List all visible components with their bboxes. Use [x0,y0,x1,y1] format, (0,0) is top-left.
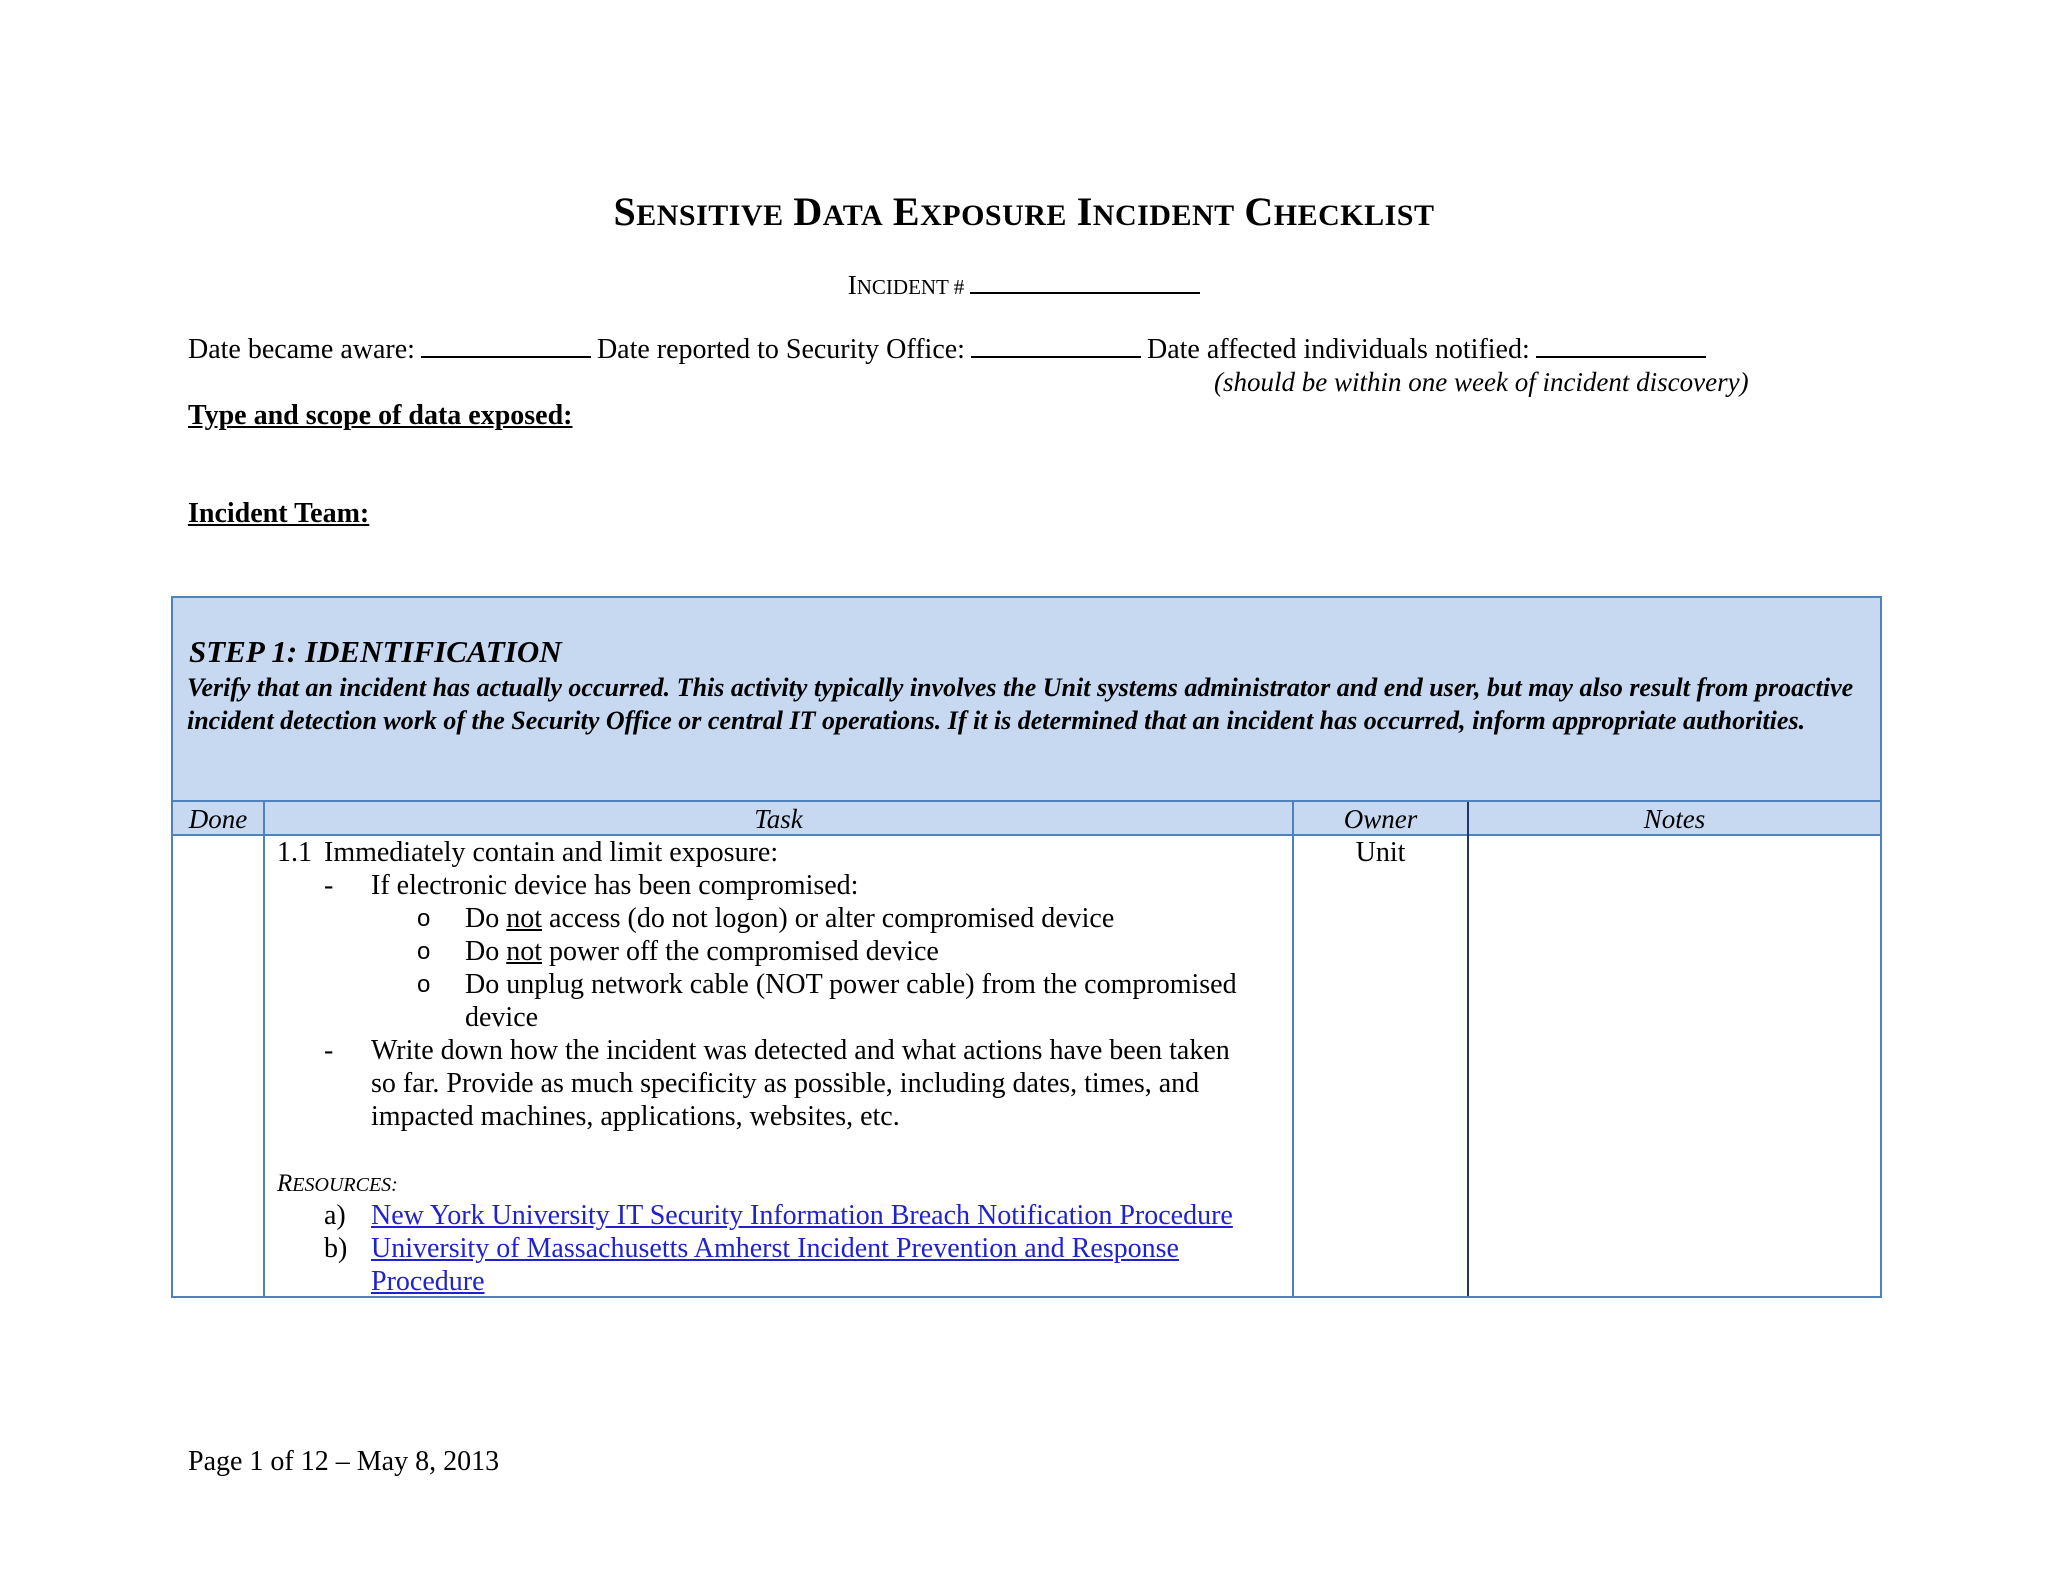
bullet-text: Do not power off the compromised device [465,936,939,967]
title-word: HECKLIST [1273,199,1435,232]
task-cell [265,836,1293,1298]
bullet-marker: o [417,905,431,932]
date-aware-label: Date became aware: [188,334,415,365]
date-reported-label: Date reported to Security Office: [596,334,965,365]
date-aware-field[interactable] [421,336,591,358]
list-item [265,869,1293,902]
title-word: NCIDENT [1092,199,1235,232]
dash-marker: - [324,1035,334,1066]
sub-item-text: If electronic device has been compromised: [371,870,859,901]
dash-marker: - [324,870,334,901]
sub-item-text: so far. Provide as much specificity as possible, including dates, times, and [371,1068,1200,1099]
step-title: STEP 1: IDENTIFICATION [189,634,562,669]
task-number: 1.1 [277,837,312,868]
resources-initial: R [277,1170,293,1197]
document-title [0,188,2048,235]
bullet-text: Do unplug network cable (NOT power cable) from the compromised [465,969,1237,1000]
title-word: ATA [822,199,884,232]
date-notified-field[interactable] [1536,336,1706,358]
bullet-marker: o [417,971,431,998]
incident-label: NCIDENT # [856,275,965,299]
title-initial: C [1244,189,1274,234]
title-word: XPOSURE [920,199,1067,232]
umass-procedure-link[interactable]: University of Massachusetts Amherst Incident Prevention and Response [371,1233,1179,1264]
column-divider [1467,802,1469,1296]
title-initial: S [613,189,637,234]
incident-number-field[interactable] [970,272,1200,294]
spacer [265,1133,1293,1166]
title-initial: D [793,189,823,234]
bullet-text: device [465,1002,539,1033]
nyu-procedure-link[interactable]: New York University IT Security Information Breach Notification Procedure [371,1200,1233,1231]
dates-line [188,334,1712,366]
task-heading-line [265,836,1293,869]
resources-heading [265,1166,1293,1199]
incident-label-initial: I [847,270,857,300]
list-item-continuation [265,1001,1293,1034]
title-initial: I [1076,189,1093,234]
step-description: Verify that an incident has actually occurred. This activity typically involves the Unit systems administrator and end user, but may also result from proactive incident detection work of the Security Office or central IT operations. If it is determined that an incident has occurred, inform appropriate authorities. [187,673,1854,735]
sub-item-text: impacted machines, applications, websites, etc. [371,1101,900,1132]
resource-item-continuation [265,1265,1293,1298]
table-header-row [173,802,1880,836]
data-scope-label: Type and scope of data exposed: [188,400,573,431]
date-reported-field[interactable] [971,336,1141,358]
incident-number-line [0,270,2048,301]
title-word: ENSITIVE [636,199,784,232]
resources-label: ESOURCES: [292,1174,398,1196]
bullet-text: Do not access (do not logon) or alter compromised device [465,903,1115,934]
resource-marker: a) [324,1200,346,1231]
title-initial: E [892,189,921,234]
bullet-marker: o [417,938,431,965]
umass-procedure-link[interactable]: Procedure [371,1266,485,1297]
owner-cell: Unit [1355,837,1406,868]
column-header-notes: Notes [1643,804,1706,834]
page-footer: Page 1 of 12 – May 8, 2013 [188,1446,500,1477]
notification-note: (should be within one week of incident discovery) [1214,367,1749,397]
task-heading: Immediately contain and limit exposure: [324,837,779,868]
column-header-task: Task [754,804,803,834]
list-item [265,902,1293,935]
column-header-done: Done [188,804,248,834]
list-item [265,968,1293,1001]
list-item [265,935,1293,968]
sub-item-text: Write down how the incident was detected and what actions have been taken [371,1035,1230,1066]
list-item-continuation [265,1067,1293,1100]
incident-team-label: Incident Team: [188,498,370,529]
resource-item [265,1199,1293,1232]
step-header [173,598,1880,802]
resource-item [265,1232,1293,1265]
resource-marker: b) [324,1233,348,1264]
list-item [265,1034,1293,1067]
date-notified-label: Date affected individuals notified: [1146,334,1530,365]
column-header-owner: Owner [1343,804,1418,834]
list-item-continuation [265,1100,1293,1133]
step-1-table [171,596,1882,1298]
